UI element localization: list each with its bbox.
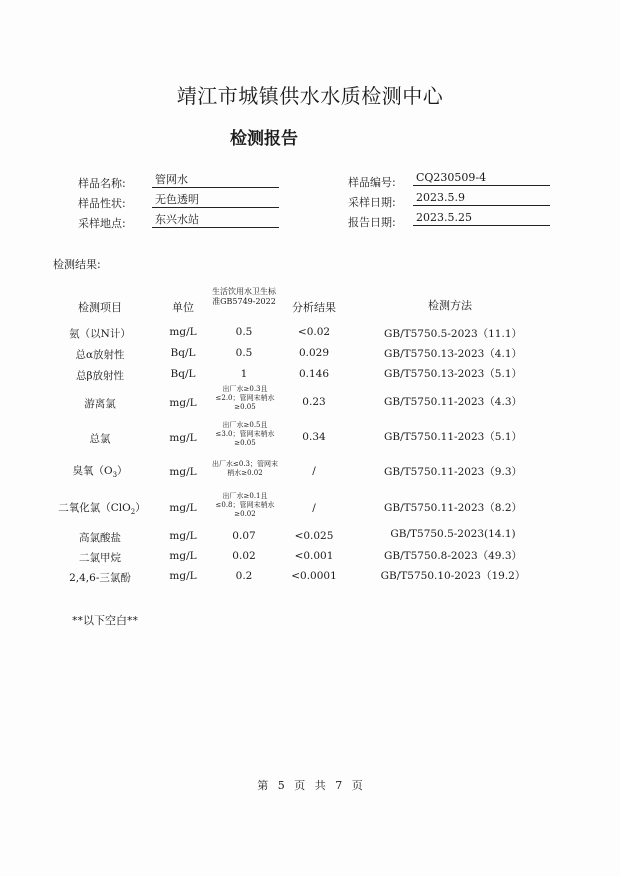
report-date-value: 2023.5.25 [413,210,550,226]
row-method: GB/T5750.11-2023（9.3） [383,466,523,478]
header-method: 检测方法 [428,299,472,312]
row-method: GB/T5750.13-2023（5.1） [383,368,523,380]
row-item: 游离氯 [84,398,116,410]
row-unit: mg/L [169,530,197,542]
row-item: 2,4,6-三氯酚 [69,572,131,584]
row-result: / [312,465,316,477]
row-method: GB/T5750.11-2023（5.1） [383,431,523,443]
row-standard: 0.02 [232,550,256,562]
row-item: 高氯酸盐 [79,532,121,544]
row-result: <0.0001 [291,570,337,582]
row-unit: mg/L [169,397,197,409]
row-item: 氨（以N计） [69,328,131,340]
row-result: <0.02 [297,326,331,338]
end-note: **以下空白** [72,614,138,627]
sample-name-value: 管网水 [152,172,279,188]
sample-props-value: 无色透明 [152,192,279,208]
row-method: GB/T5750.5-2023(14.1) [390,528,516,540]
results-label: 检测结果: [53,258,101,271]
row-result: 0.23 [302,396,326,408]
row-method: GB/T5750.11-2023（4.3） [383,396,523,408]
sampling-date-label: 采样日期: [348,196,396,209]
sample-no-value: CQ230509-4 [413,170,550,186]
row-method: GB/T5750.5-2023（11.1） [383,328,523,340]
row-standard: 0.5 [235,326,253,338]
row-method: GB/T5750.13-2023（4.1） [383,348,523,360]
sampling-site-value: 东兴水站 [152,212,279,228]
header-result: 分析结果 [292,301,336,314]
row-standard: 出厂水≥0.1且≤0.8；管网末梢水≥0.02 [215,492,275,518]
row-result: <0.025 [294,530,334,542]
sampling-date-value: 2023.5.9 [413,190,550,206]
row-item: 总β放射性 [75,370,125,382]
row-standard: 出厂水≤0.3；管网末梢水≥0.02 [212,460,278,477]
row-unit: mg/L [169,550,197,562]
row-result: 0.029 [298,347,330,359]
header-item: 检测项目 [78,301,122,314]
row-standard: 0.2 [235,570,253,582]
row-method: GB/T5750.11-2023（8.2） [383,502,523,514]
row-unit: mg/L [169,432,197,444]
row-method: GB/T5750.10-2023（19.2） [380,570,526,582]
sample-name-label: 样品名称: [78,177,126,190]
row-unit: Bq/L [170,368,196,380]
report-title: 检测报告 [230,129,298,149]
row-standard: 1 [240,368,248,380]
row-standard: 出厂水≥0.5且≤3.0；管网末梢水≥0.05 [215,421,275,447]
row-unit: mg/L [169,502,197,514]
page-number: 第 5 页 共 7 页 [257,779,363,792]
sample-no-label: 样品编号: [348,176,396,189]
row-standard: 0.07 [232,530,256,542]
sample-props-label: 样品性状: [78,197,126,210]
header-standard: 生活饮用水卫生标准GB5749-2022 [212,287,276,306]
row-result: 0.146 [298,368,330,380]
row-unit: mg/L [169,570,197,582]
row-result: 0.34 [302,431,326,443]
row-item: 总α放射性 [75,349,125,361]
row-item: 臭氧$(O_3)$ [72,465,128,480]
row-method: GB/T5750.8-2023（49.3） [383,550,523,562]
organization-title: 靖江市城镇供水水质检测中心 [176,84,444,108]
row-item: 总氯 [89,433,111,445]
row-result: / [312,502,316,514]
row-unit: mg/L [169,326,197,338]
report-date-label: 报告日期: [348,216,396,229]
header-unit: 单位 [172,301,194,314]
row-item: 二氧化氯（ClO$_2$） [58,502,146,517]
row-unit: mg/L [169,466,197,478]
sampling-site-label: 采样地点: [78,217,126,230]
row-result: <0.001 [294,550,334,562]
row-standard: 出厂水≥0.3且≤2.0；管网末梢水≥0.05 [215,385,275,411]
row-unit: Bq/L [170,347,196,359]
row-standard: 0.5 [235,347,253,359]
row-item: 二氯甲烷 [79,552,121,564]
